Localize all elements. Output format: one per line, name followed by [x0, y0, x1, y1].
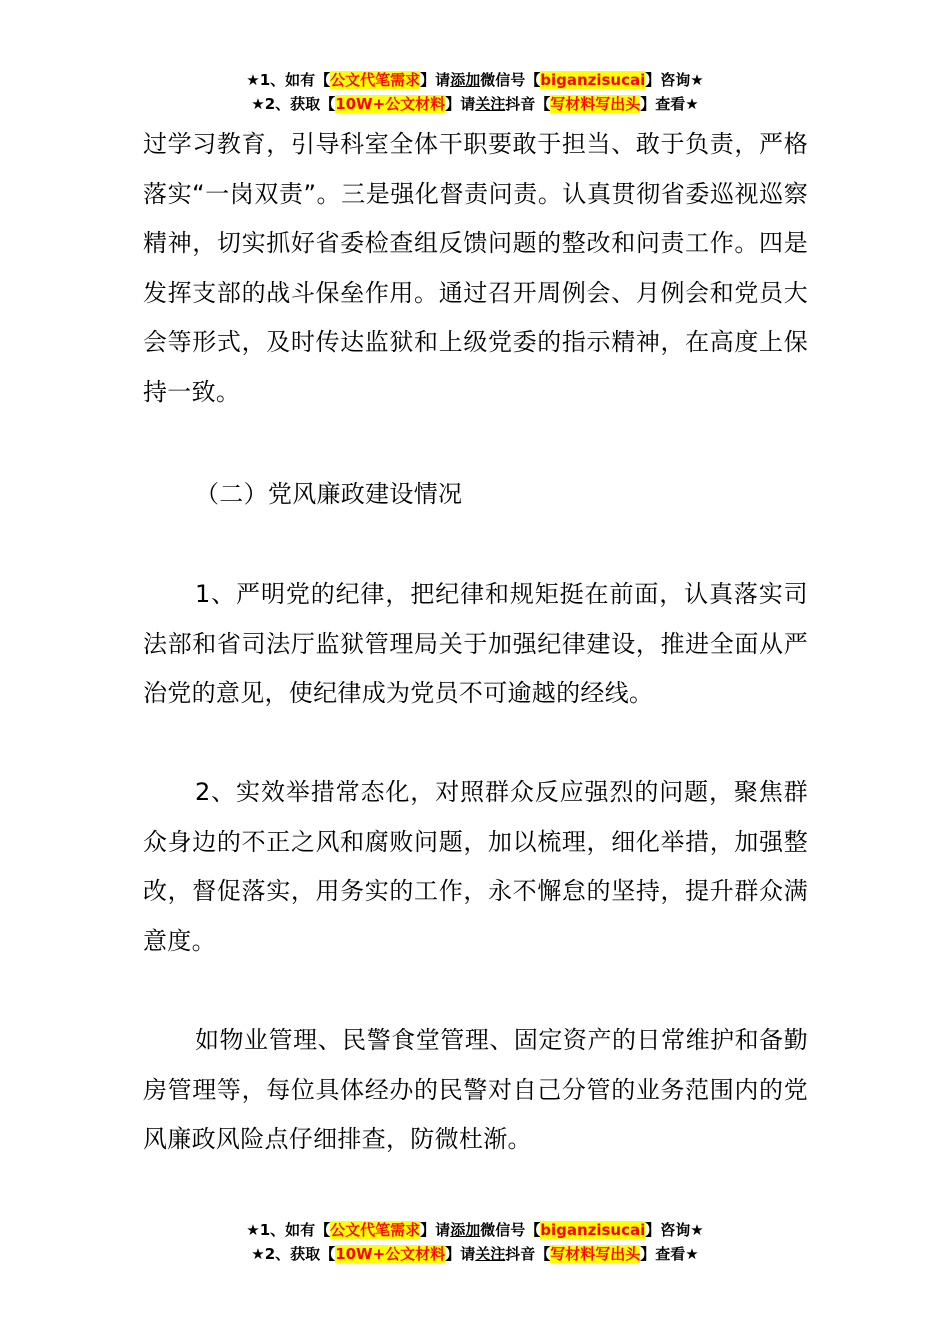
list-item-1: 1、严明党的纪律，把纪律和规矩挺在前面，认真落实司法部和省司法厅监狱管理局关于加强纪律建设，推进全面从严治党的意见，使纪律成为党员不可逾越的经线。 [143, 580, 808, 707]
paragraph-continued: 过学习教育，引导科室全体干职要敢于担当、敢于负责，严格落实“一岗双责”。三是强化督责问责。认真贯彻省委巡视巡察精神，切实抓好省委检查组反馈问题的整改和问责工作。四是发挥支部的战斗保垒作用。通过召开周例会、月例会和党员大会等形式，及时传达监狱和上级党委的指示精神，在高度上保持一致。 [143, 130, 808, 406]
highlight-service: 公文代笔需求 [330, 71, 421, 89]
section-heading: （二）党风廉政建设情况 [195, 480, 463, 508]
footer-banner-line-2: ★2、获取【10W+公文材料】请关注抖音【写材料写出头】查看★ [251, 1245, 699, 1263]
highlight-materials: 10W+公文材料 [335, 95, 446, 113]
header-banner-line-2: ★2、获取【10W+公文材料】请关注抖音【写材料写出头】查看★ [251, 95, 699, 113]
header-banner [0, 68, 950, 116]
highlight-douyin-account: 写材料写出头 [550, 95, 641, 113]
highlight-wechat-id: biganzisucai [540, 1221, 646, 1239]
footer-banner [0, 1218, 950, 1266]
highlight-douyin-account: 写材料写出头 [550, 1245, 641, 1263]
paragraph-last: 如物业管理、民警食堂管理、固定资产的日常维护和备勤房管理等，每位具体经办的民警对自己分管的业务范围内的党风廉政风险点仔细排查，防微杜渐。 [143, 1026, 808, 1153]
header-banner-line-1: ★1、如有【公文代笔需求】请添加微信号【biganzisucai】咨询★ [246, 71, 704, 89]
list-item-2: 2、实效举措常态化，对照群众反应强烈的问题，聚焦群众身边的不正之风和腐败问题，加以梳理，细化举措，加强整改，督促落实，用务实的工作，永不懈怠的坚持，提升群众满意度。 [143, 778, 808, 955]
highlight-materials: 10W+公文材料 [335, 1245, 446, 1263]
highlight-service: 公文代笔需求 [330, 1221, 421, 1239]
footer-banner-line-1: ★1、如有【公文代笔需求】请添加微信号【biganzisucai】咨询★ [246, 1221, 704, 1239]
highlight-wechat-id: biganzisucai [540, 71, 646, 89]
